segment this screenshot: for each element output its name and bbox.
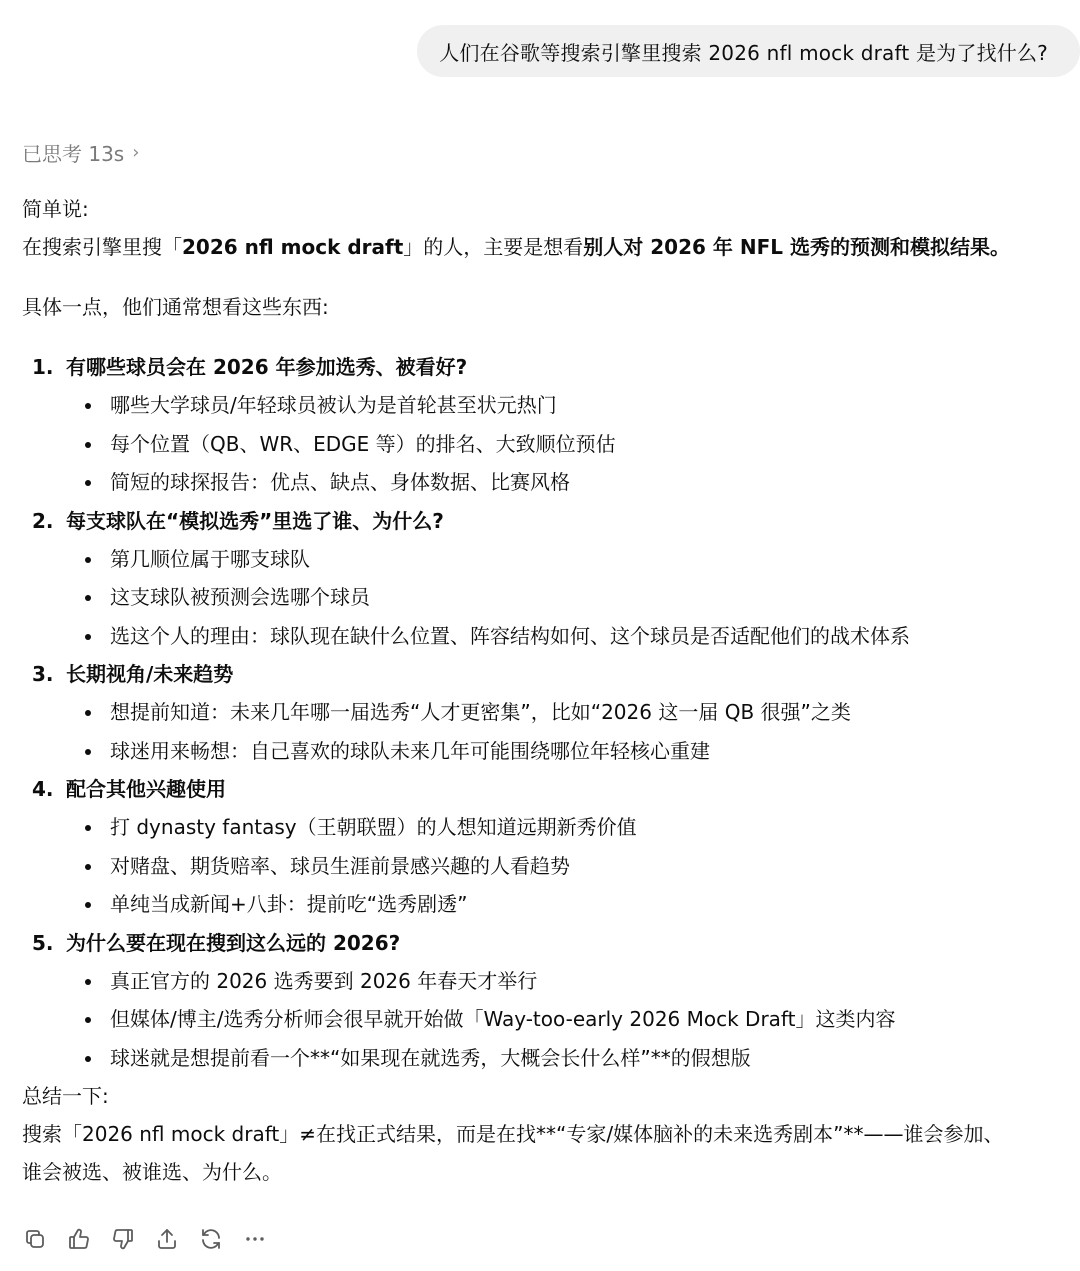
user-message-text: 人们在谷歌等搜索引擎里搜索 2026 nfl mock draft 是为了找什么? [439, 40, 1048, 65]
copy-button[interactable] [22, 1224, 48, 1254]
share-button[interactable] [154, 1224, 180, 1254]
more-button[interactable] [242, 1224, 268, 1254]
list-item-title: 1. 有哪些球员会在 2026 年参加选秀、被看好? [32, 355, 468, 379]
chevron-right-icon: › [132, 142, 140, 163]
thumbs-down-icon [111, 1227, 135, 1251]
intro-sentence: 在搜索引擎里搜「2026 nfl mock draft」的人，主要是想看别人对 2026 年 NFL 选秀的预测和模拟结果。 [22, 235, 1010, 259]
intro-label: 简单说: [22, 197, 89, 221]
copy-icon [23, 1227, 47, 1251]
list-bullet: 球迷用来畅想：自己喜欢的球队未来几年可能围绕哪位年轻核心重建 [22, 732, 1072, 771]
list-bullet: 这支球队被预测会选哪个球员 [22, 578, 1072, 617]
thumbs-up-button[interactable] [66, 1224, 92, 1254]
list-item-title: 4. 配合其他兴趣使用 [32, 777, 226, 801]
share-icon [155, 1227, 179, 1251]
intro-bold: 别人对 2026 年 NFL 选秀的预测和模拟结果。 [583, 235, 1010, 259]
more-icon [243, 1227, 267, 1251]
list-item-title: 3. 长期视角/未来趋势 [32, 662, 234, 686]
list-bullet: 球迷就是想提前看一个**“如果现在就选秀，大概会长什么样”**的假想版 [22, 1039, 1072, 1078]
list-item-title: 2. 每支球队在“模拟选秀”里选了谁、为什么? [32, 508, 444, 533]
thought-label: 已思考 13s [22, 142, 125, 166]
list-item-title: 5. 为什么要在现在搜到这么远的 2026? [32, 930, 401, 955]
list-bullet: 打 dynasty fantasy（王朝联盟）的人想知道远期新秀价值 [22, 808, 1072, 847]
list-bullet: 第几顺位属于哪支球队 [22, 540, 1072, 579]
list-bullet: 但媒体/博主/选秀分析师会很早就开始做「Way-too-early 2026 Mock Draft」这类内容 [22, 1000, 1072, 1039]
list-bullet: 选这个人的理由：球队现在缺什么位置、阵容结构如何、这个球员是否适配他们的战术体系 [22, 617, 1072, 656]
thumbs-up-icon [67, 1227, 91, 1251]
thought-toggle[interactable] [22, 138, 139, 167]
list-bullet: 单纯当成新闻+八卦：提前吃“选秀剧透” [22, 885, 1072, 924]
regenerate-icon [199, 1227, 223, 1251]
thumbs-down-button[interactable] [110, 1224, 136, 1254]
user-message-bubble [417, 25, 1080, 77]
summary-label: 总结一下: [22, 1084, 109, 1108]
list-bullet: 简短的球探报告：优点、缺点、身体数据、比赛风格 [22, 463, 1072, 502]
list-bullet: 每个位置（QB、WR、EDGE 等）的排名、大致顺位预估 [22, 425, 1072, 464]
list-bullet: 想提前知道：未来几年哪一届选秀“人才更密集”，比如“2026 这一届 QB 很强”之类 [22, 693, 1072, 732]
assistant-answer [22, 190, 1072, 1191]
summary-line: 搜索「2026 nfl mock draft」≠在找正式结果，而是在找**“专家/媒体脑补的未来选秀剧本”**——谁会参加、 [22, 1122, 1004, 1146]
lead-sentence: 具体一点，他们通常想看这些东西: [22, 295, 329, 319]
list-bullet: 真正官方的 2026 选秀要到 2026 年春天才举行 [22, 962, 1072, 1001]
list-bullet: 哪些大学球员/年轻球员被认为是首轮甚至状元热门 [22, 386, 1072, 425]
regenerate-button[interactable] [198, 1224, 224, 1254]
message-actions [22, 1224, 268, 1254]
list-bullet: 对赌盘、期货赔率、球员生涯前景感兴趣的人看趋势 [22, 847, 1072, 886]
summary-line: 谁会被选、被谁选、为什么。 [22, 1160, 282, 1184]
numbered-list [22, 348, 1072, 1077]
intro-query: 2026 nfl mock draft [182, 235, 404, 259]
